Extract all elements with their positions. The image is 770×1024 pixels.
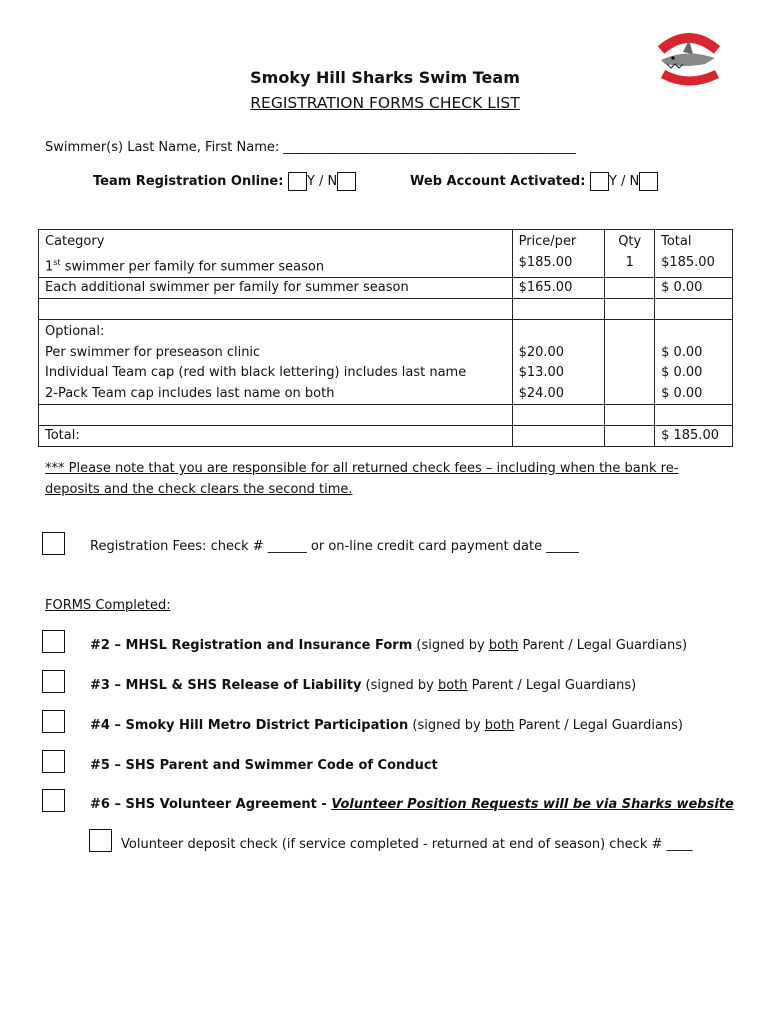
yes-label: Y — [306, 174, 315, 189]
category-header: Category — [45, 234, 105, 249]
form-5-checkbox[interactable] — [42, 750, 65, 773]
form-4-checkbox[interactable] — [42, 710, 65, 733]
total-header: Total — [661, 234, 692, 249]
optional-price-cell — [512, 320, 605, 405]
row1-total: $185.00 — [661, 254, 715, 270]
volunteer-deposit-text: Volunteer deposit check (if service completed - returned at end of season) check # ____ — [121, 837, 693, 852]
swimmer-name-row — [45, 140, 576, 155]
no-label: N — [629, 174, 640, 189]
row2-price: $165.00 — [512, 278, 605, 299]
table-total-row — [39, 425, 733, 446]
web-account-no-checkbox[interactable] — [639, 172, 658, 191]
form-3-checkbox[interactable] — [42, 670, 65, 693]
table-row-optional — [39, 320, 733, 405]
row5-total: $ 0.00 — [661, 385, 703, 401]
row1-price: $185.00 — [518, 254, 573, 270]
form-6-item — [90, 797, 734, 812]
slash-label: / — [314, 174, 328, 189]
page-subtitle: REGISTRATION FORMS CHECK LIST — [250, 94, 520, 112]
row3-total: $ 0.00 — [661, 344, 703, 360]
registration-fees-text: Registration Fees: check # ______ or on-line credit card payment date _____ — [90, 539, 579, 554]
table-row-empty — [39, 405, 733, 426]
row4-total: $ 0.00 — [661, 365, 703, 381]
form-6-checkbox[interactable] — [42, 789, 65, 812]
web-account-yes-checkbox[interactable] — [590, 172, 609, 191]
page-title: Smoky Hill Sharks Swim Team — [250, 68, 520, 87]
forms-completed-heading: FORMS Completed: — [45, 598, 171, 613]
team-registration-no-checkbox[interactable] — [337, 172, 356, 191]
slash-label: / — [616, 174, 630, 189]
form-5-item — [90, 758, 438, 773]
row1-qty[interactable]: 1 — [625, 254, 634, 270]
row5-category: 2-Pack Team cap includes last name on both — [45, 385, 335, 401]
table-row-empty — [39, 299, 733, 320]
optional-total-cell — [655, 320, 733, 405]
form-2-checkbox[interactable] — [42, 630, 65, 653]
optional-label: Optional: — [45, 324, 105, 340]
row3-category: Per swimmer for preseason clinic — [45, 344, 261, 360]
total-cell — [655, 230, 733, 278]
category-cell — [39, 230, 513, 278]
yes-label: Y — [608, 174, 617, 189]
registration-fees-checkbox[interactable] — [42, 532, 65, 555]
form-6-title: #6 – SHS Volunteer Agreement - — [90, 797, 332, 812]
table-row — [39, 278, 733, 299]
row2-category: Each additional swimmer per family for summer season — [39, 278, 513, 299]
row4-price: $13.00 — [518, 365, 565, 381]
form-4-title: #4 – Smoky Hill Metro District Participation — [90, 718, 409, 733]
form-6-emphasis: Volunteer Position Requests will be via Sharks website — [331, 797, 734, 812]
form-3-title: #3 – MHSL & SHS Release of Liability — [90, 678, 362, 693]
table-header-row — [39, 230, 733, 278]
form-2-item: #2 – MHSL Registration and Insurance Form (signed by both Parent / Legal Guardians) — [90, 638, 688, 653]
row4-category: Individual Team cap (red with black lettering) includes last name — [45, 365, 467, 381]
form-4-item: #4 – Smoky Hill Metro District Participation (signed by both Parent / Legal Guardians) — [90, 718, 684, 733]
returned-check-note: *** Please note that you are responsible for all returned check fees – including when the bank re-deposits and the check clears the second time. — [45, 461, 679, 497]
optional-cell — [39, 320, 513, 405]
optional-qty-cell[interactable] — [605, 320, 655, 405]
grand-total: $ 185.00 — [655, 425, 733, 446]
volunteer-deposit-checkbox[interactable] — [89, 829, 112, 852]
row1-category: 1st swimmer per family for summer season — [45, 257, 325, 274]
row3-price: $20.00 — [518, 344, 565, 360]
fees-table — [38, 229, 733, 447]
price-cell — [512, 230, 605, 278]
form-2-title: #2 – MHSL Registration and Insurance Form — [90, 638, 413, 653]
row2-qty[interactable] — [605, 278, 655, 299]
qty-header: Qty — [618, 234, 642, 249]
web-account-row — [410, 172, 658, 191]
total-label: Total: — [39, 425, 513, 446]
row2-total: $ 0.00 — [655, 278, 733, 299]
price-header: Price/per — [518, 234, 577, 249]
swimmer-name-label: Swimmer(s) Last Name, First Name: — [45, 140, 284, 155]
qty-cell — [605, 230, 655, 278]
web-account-label: Web Account Activated: — [410, 174, 590, 189]
team-registration-row — [93, 172, 356, 191]
team-registration-yes-checkbox[interactable] — [288, 172, 307, 191]
team-registration-label: Team Registration Online: — [93, 174, 288, 189]
row5-price: $24.00 — [518, 385, 565, 401]
no-label: N — [327, 174, 338, 189]
form-3-item: #3 – MHSL & SHS Release of Liability (signed by both Parent / Legal Guardians) — [90, 678, 637, 693]
swimmer-name-field[interactable]: _____________________________________________ — [283, 140, 576, 155]
form-5-title: #5 – SHS Parent and Swimmer Code of Conduct — [90, 758, 438, 773]
